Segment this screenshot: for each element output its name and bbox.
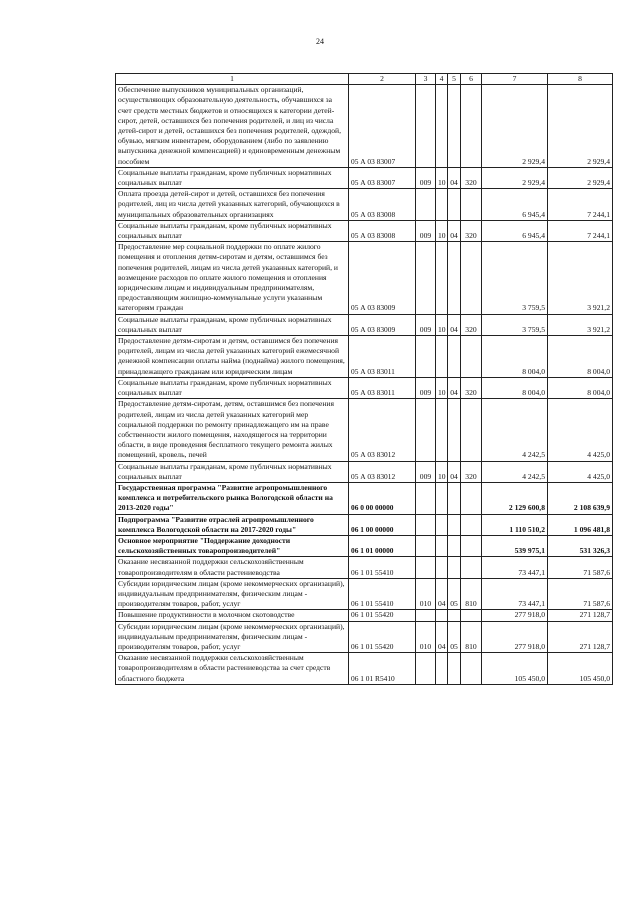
table-row-subprogram (116, 514, 613, 535)
section-code (436, 653, 448, 685)
amount-col8: 4 425,0 (548, 461, 613, 482)
table-row-main-activity (116, 535, 613, 556)
table-row (116, 314, 613, 335)
target-code: 05 А 03 83011 (349, 336, 416, 378)
section-code (436, 535, 448, 556)
amount-col7: 4 242,5 (482, 461, 548, 482)
amount-col7: 6 945,4 (482, 220, 548, 241)
amount-col8: 4 425,0 (548, 399, 613, 461)
amount-col8: 8 004,0 (548, 377, 613, 398)
item-name: Предоставление детям-сиротам, детям, оставшимся без попечения родителей, лицам из числа детей указанных категорий мер социальной поддержки по ремонту принадлежащего им на праве собственности жилого помещения, находящегося на территории области, в виде проведения бесплатного текущего ремонта жилых помещений, кровель, печей (116, 399, 349, 461)
table-row (116, 167, 613, 188)
section-code (436, 610, 448, 621)
subsection-code (448, 399, 461, 461)
section-code: 10 (436, 167, 448, 188)
table-row (116, 557, 613, 578)
page-number: 24 (316, 37, 324, 46)
expense-type-code (461, 482, 482, 514)
amount-col8: 3 921,2 (548, 314, 613, 335)
amount-col7: 8 004,0 (482, 336, 548, 378)
target-code: 06 1 01 R5410 (349, 653, 416, 685)
section-code: 04 (436, 621, 448, 653)
item-name: Обеспечение выпускников муниципальных организаций, осуществляющих образовательную деятельность, обучавшихся за счет средств местных бюджетов и относящихся к категории детей-сирот, детей, оставшихся без попечения родителей, и лиц из числа детей-сирот и детей, оставшихся без попечения родителей, одеждой, обувью, мягким инвентарем, оборудованием (либо по заявлению выпускника денежной компенсацией) и единовременным денежным пособием (116, 85, 349, 168)
expense-type-code: 320 (461, 461, 482, 482)
item-name: Основное мероприятие "Поддержание доходности сельскохозяйственных товаропроизводителей" (116, 535, 349, 556)
item-name: Предоставление мер социальной поддержки по оплате жилого помещения и отопления детям-сиротам и детям, оставшимся без попечения родителей, лицам из числа детей указанных категорий, и возмещение расходов по оплате жилого помещения и отопления юридическим лицам и индивидуальным предпринимателям, предоставляющим жилищно-коммунальные услуги указанным категориям граждан (116, 242, 349, 314)
section-code (436, 85, 448, 168)
amount-col7: 73 447,1 (482, 557, 548, 578)
amount-col7: 539 975,1 (482, 535, 548, 556)
item-name: Оплата проезда детей-сирот и детей, оставшихся без попечения родителей, лиц из числа детей указанных категорий, обучающихся в муниципальных образовательных организациях (116, 189, 349, 221)
ministry-code: 010 (416, 578, 436, 610)
expense-type-code (461, 557, 482, 578)
ministry-code (416, 535, 436, 556)
header-cell: 3 (416, 74, 436, 85)
target-code: 05 А 03 83007 (349, 167, 416, 188)
target-code: 05 А 03 83009 (349, 314, 416, 335)
table-row (116, 399, 613, 461)
ministry-code (416, 399, 436, 461)
amount-col7: 2 129 600,8 (482, 482, 548, 514)
ministry-code: 009 (416, 314, 436, 335)
item-name: Субсидии юридическим лицам (кроме некоммерческих организаций), индивидуальным предпринимателям, физическим лицам - производителям товаров, работ, услуг (116, 578, 349, 610)
ministry-code: 009 (416, 220, 436, 241)
section-code (436, 336, 448, 378)
target-code: 05 А 03 83012 (349, 399, 416, 461)
amount-col7: 277 918,0 (482, 610, 548, 621)
table-row (116, 336, 613, 378)
subsection-code (448, 189, 461, 221)
ministry-code (416, 557, 436, 578)
target-code: 06 1 01 55420 (349, 621, 416, 653)
item-name: Оказание несвязанной поддержки сельскохозяйственным товаропроизводителям в области растениеводства (116, 557, 349, 578)
section-code (436, 557, 448, 578)
ministry-code: 010 (416, 621, 436, 653)
table-row-program (116, 482, 613, 514)
subsection-code (448, 514, 461, 535)
expense-type-code (461, 514, 482, 535)
section-code: 10 (436, 377, 448, 398)
subsection-code (448, 336, 461, 378)
item-name: Социальные выплаты гражданам, кроме публичных нормативных социальных выплат (116, 167, 349, 188)
subsection-code: 04 (448, 314, 461, 335)
amount-col8: 7 244,1 (548, 189, 613, 221)
target-code: 06 1 01 55420 (349, 610, 416, 621)
section-code: 10 (436, 220, 448, 241)
item-name: Субсидии юридическим лицам (кроме некоммерческих организаций), индивидуальным предпринимателям, физическим лицам - производителям товаров, работ, услуг (116, 621, 349, 653)
item-name: Оказание несвязанной поддержки сельскохозяйственным товаропроизводителям в области растениеводства за счет средств областного бюджета (116, 653, 349, 685)
expense-type-code (461, 242, 482, 314)
ministry-code (416, 514, 436, 535)
amount-col8: 71 587,6 (548, 578, 613, 610)
target-code: 05 А 03 83009 (349, 242, 416, 314)
target-code: 06 1 01 55410 (349, 578, 416, 610)
expense-type-code: 320 (461, 314, 482, 335)
table-row (116, 578, 613, 610)
header-cell: 2 (349, 74, 416, 85)
subsection-code: 04 (448, 167, 461, 188)
table-row (116, 653, 613, 685)
header-row (116, 74, 613, 85)
subsection-code: 04 (448, 220, 461, 241)
table-row (116, 621, 613, 653)
amount-col7: 3 759,5 (482, 242, 548, 314)
subsection-code (448, 85, 461, 168)
amount-col8: 2 929,4 (548, 167, 613, 188)
section-code: 04 (436, 578, 448, 610)
ministry-code (416, 482, 436, 514)
expense-type-code (461, 653, 482, 685)
subsection-code: 05 (448, 621, 461, 653)
amount-col7: 2 929,4 (482, 85, 548, 168)
target-code: 05 А 03 83008 (349, 220, 416, 241)
item-name: Повышение продуктивности в молочном скотоводстве (116, 610, 349, 621)
section-code (436, 482, 448, 514)
amount-col8: 71 587,6 (548, 557, 613, 578)
ministry-code (416, 336, 436, 378)
amount-col7: 277 918,0 (482, 621, 548, 653)
amount-col8: 271 128,7 (548, 621, 613, 653)
amount-col8: 271 128,7 (548, 610, 613, 621)
amount-col7: 73 447,1 (482, 578, 548, 610)
section-code (436, 514, 448, 535)
table-row (116, 242, 613, 314)
amount-col8: 1 096 481,8 (548, 514, 613, 535)
amount-col8: 3 921,2 (548, 242, 613, 314)
header-cell: 8 (548, 74, 613, 85)
expense-type-code (461, 610, 482, 621)
ministry-code: 009 (416, 377, 436, 398)
subsection-code (448, 242, 461, 314)
ministry-code: 009 (416, 167, 436, 188)
section-code: 10 (436, 314, 448, 335)
item-name: Социальные выплаты гражданам, кроме публичных нормативных социальных выплат (116, 314, 349, 335)
amount-col8: 2 929,4 (548, 85, 613, 168)
table-row (116, 189, 613, 221)
amount-col7: 105 450,0 (482, 653, 548, 685)
target-code: 05 А 03 83011 (349, 377, 416, 398)
ministry-code (416, 189, 436, 221)
header-cell: 1 (116, 74, 349, 85)
amount-col7: 2 929,4 (482, 167, 548, 188)
subsection-code (448, 557, 461, 578)
expense-type-code (461, 535, 482, 556)
subsection-code: 04 (448, 377, 461, 398)
target-code: 05 А 03 83008 (349, 189, 416, 221)
expense-type-code (461, 85, 482, 168)
expense-type-code: 320 (461, 167, 482, 188)
section-code (436, 242, 448, 314)
header-cell: 4 (436, 74, 448, 85)
table-row (116, 610, 613, 621)
target-code: 05 А 03 83007 (349, 85, 416, 168)
expense-type-code: 810 (461, 621, 482, 653)
amount-col8: 531 326,3 (548, 535, 613, 556)
ministry-code (416, 242, 436, 314)
expense-type-code (461, 336, 482, 378)
expense-type-code: 810 (461, 578, 482, 610)
item-name: Предоставление детям-сиротам и детям, оставшимся без попечения родителей, лицам из числа детей указанных категорий ежемесячной денежной компенсации оплаты найма (поднайма) жилого помещения, принадлежащего гражданам или юридическим лицам (116, 336, 349, 378)
ministry-code (416, 653, 436, 685)
subsection-code: 04 (448, 461, 461, 482)
expense-type-code: 320 (461, 377, 482, 398)
table-row (116, 377, 613, 398)
amount-col7: 4 242,5 (482, 399, 548, 461)
target-code: 06 1 01 55410 (349, 557, 416, 578)
target-code: 06 0 00 00000 (349, 482, 416, 514)
expense-type-code: 320 (461, 220, 482, 241)
ministry-code: 009 (416, 461, 436, 482)
expense-type-code (461, 189, 482, 221)
amount-col8: 7 244,1 (548, 220, 613, 241)
header-cell: 6 (461, 74, 482, 85)
amount-col7: 8 004,0 (482, 377, 548, 398)
amount-col8: 105 450,0 (548, 653, 613, 685)
amount-col8: 2 108 639,9 (548, 482, 613, 514)
subsection-code (448, 610, 461, 621)
amount-col7: 1 110 510,2 (482, 514, 548, 535)
ministry-code (416, 610, 436, 621)
subsection-code (448, 653, 461, 685)
table-row (116, 461, 613, 482)
section-code: 10 (436, 461, 448, 482)
item-name: Социальные выплаты гражданам, кроме публичных нормативных социальных выплат (116, 377, 349, 398)
ministry-code (416, 85, 436, 168)
target-code: 06 1 00 00000 (349, 514, 416, 535)
item-name: Подпрограмма "Развитие отраслей агропромышленного комплекса Вологодской области на 2017-2020 годы" (116, 514, 349, 535)
section-code (436, 399, 448, 461)
table-row (116, 85, 613, 168)
header-cell: 7 (482, 74, 548, 85)
target-code: 05 А 03 83012 (349, 461, 416, 482)
amount-col7: 6 945,4 (482, 189, 548, 221)
header-cell: 5 (448, 74, 461, 85)
budget-table (115, 73, 613, 685)
item-name: Социальные выплаты гражданам, кроме публичных нормативных социальных выплат (116, 461, 349, 482)
expense-type-code (461, 399, 482, 461)
subsection-code (448, 535, 461, 556)
item-name: Государственная программа "Развитие агропромышленного комплекса и потребительского рынка Вологодской области на 2013-2020 годы" (116, 482, 349, 514)
subsection-code: 05 (448, 578, 461, 610)
amount-col8: 8 004,0 (548, 336, 613, 378)
section-code (436, 189, 448, 221)
subsection-code (448, 482, 461, 514)
target-code: 06 1 01 00000 (349, 535, 416, 556)
amount-col7: 3 759,5 (482, 314, 548, 335)
item-name: Социальные выплаты гражданам, кроме публичных нормативных социальных выплат (116, 220, 349, 241)
table-row (116, 220, 613, 241)
